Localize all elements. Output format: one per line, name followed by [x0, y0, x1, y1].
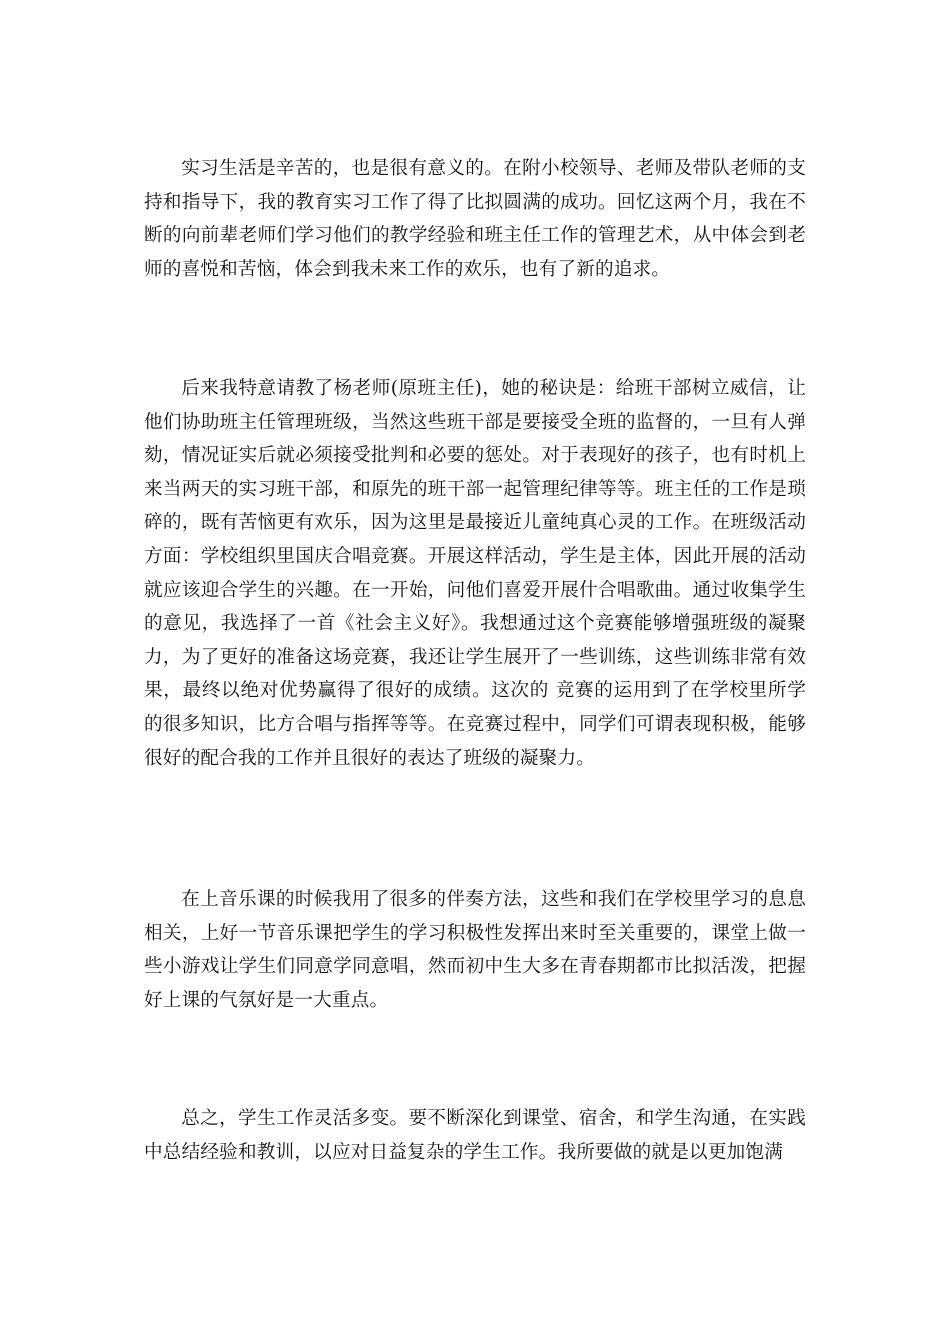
paragraph-conclusion: 总之，学生工作灵活多变。要不断深化到课堂、宿舍，和学生沟通，在实践中总结经验和教训，以应对日益复杂的学生工作。我所要做的就是以更加饱满 — [144, 1108, 806, 1163]
paragraph-class-management: 后来我特意请教了杨老师(原班主任)，她的秘诀是：给班干部树立威信，让他们协助班主任管理班级，当然这些班干部是要接受全班的监督的，一旦有人弹劾，情况证实后就必须接受批判和必要的惩处。对于表现好的孩子，也有时机上来当两天的实习班干部，和原先的班干部一起管理纪律等等。班主任的工作是琐碎的，既有苦恼更有欢乐，因为这里是最接近儿童纯真心灵的工作。在班级活动方面：学校组织里国庆合唱竞赛。开展这样活动，学生是主体，因此开展的活动就应该迎合学生的兴趣。在一开始，问他们喜爱开展什合唱歌曲。通过收集学生的意见，我选择了一首《社会主义好》。我想通过这个竞赛能够增强班级的凝聚力，为了更好的准备这场竞赛，我还让学生展开了一些训练，这些训练非常有效果，最终以绝对优势赢得了很好的成绩。这次的 竞赛的运用到了在学校里所学的很多知识，比方合唱与指挥等等。在竞赛过程中，同学们可谓表现积极，能够很好的配合我的工作并且很好的表达了班级的凝聚力。 — [144, 378, 806, 769]
paragraph-internship-reflection: 实习生活是辛苦的，也是很有意义的。在附小校领导、老师及带队老师的支持和指导下，我的教育实习工作了得了比拟圆满的成功。回忆这两个月，我在不断的向前辈老师们学习他们的教学经验和班主任工作的管理艺术，从中体会到老师的喜悦和苦恼，体会到我未来工作的欢乐，也有了新的追求。 — [144, 158, 806, 280]
paragraph-music-class: 在上音乐课的时候我用了很多的伴奏方法，这些和我们在学校里学习的息息相关，上好一节音乐课把学生的学习积极性发挥出来时至关重要的，课堂上做一些小游戏让学生们同意学同意唱，然而初中生大多在青春期都市比拟活泼，把握好上课的气氛好是一大重点。 — [144, 889, 806, 1011]
